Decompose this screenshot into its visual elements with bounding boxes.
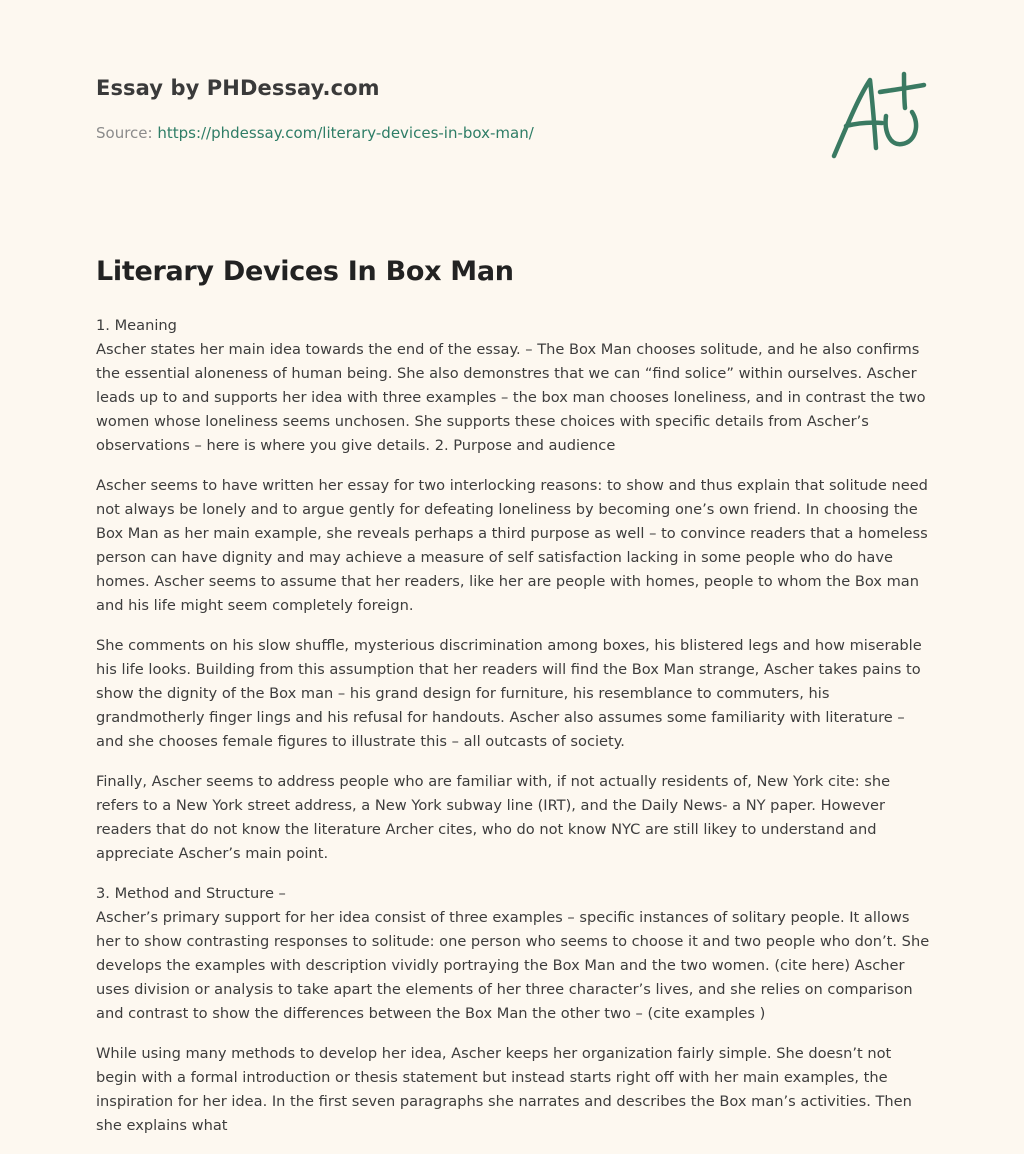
source-link[interactable]: https://phdessay.com/literary-devices-in-box-man/ xyxy=(157,124,534,142)
page-header xyxy=(96,74,928,194)
paragraph-text: Ascher’s primary support for her idea consist of three examples – specific instances of solitary people. It allows her to show contrasting responses to solitude: one person who seems to choose it and two people who don’t. She develops the examples with description vividly portraying the Box Man and the two women. (cite here) Ascher uses division or analysis to take apart the elements of her three character’s lives, and she relies on comparison and contrast to show the differences between the Box Man the other two – (cite examples ) xyxy=(96,909,930,1022)
a-plus-logo-icon xyxy=(824,68,928,164)
article-body xyxy=(96,314,932,1154)
paragraph-2 xyxy=(96,474,932,618)
site-title: Essay by PHDessay.com xyxy=(96,76,380,100)
section-heading-method: 3. Method and Structure – xyxy=(96,885,286,902)
paragraph-3 xyxy=(96,634,932,754)
paragraph-4 xyxy=(96,770,932,866)
article-title: Literary Devices In Box Man xyxy=(96,256,514,287)
paragraph-5 xyxy=(96,882,932,1026)
paragraph-text: Ascher states her main idea towards the end of the essay. – The Box Man chooses solitude, and he also confirms the essential aloneness of human being. She also demonstres that we can “find solice” within ourselves. Ascher leads up to and supports her idea with three examples – the box man chooses loneliness, and in contrast the two women whose loneliness seems unchosen. She supports these choices with specific details from Ascher’s observations – here is where you give details. 2. Purpose and audience xyxy=(96,341,926,454)
paragraph-text: She comments on his slow shuffle, mysterious discrimination among boxes, his blistered legs and how miserable his life looks. Building from this assumption that her readers will find the Box Man strange, Ascher takes pains to show the dignity of the Box man – his grand design for furniture, his resemblance to commuters, his grandmotherly finger lings and his refusal for handouts. Ascher also assumes some familiarity with literature – and she chooses female figures to illustrate this – all outcasts of society. xyxy=(96,637,922,750)
paragraph-text: Finally, Ascher seems to address people who are familiar with, if not actually residents of, New York cite: she refers to a New York street address, a New York subway line (IRT), and the Daily News- a NY paper. However readers that do not know the literature Archer cites, who do not know NYC are still likey to understand and appreciate Ascher’s main point. xyxy=(96,773,891,862)
paragraph-1 xyxy=(96,314,932,458)
paragraph-text: Ascher seems to have written her essay for two interlocking reasons: to show and thus explain that solitude need not always be lonely and to argue gently for defeating loneliness by becoming one’s own friend. In choosing the Box Man as her main example, she reveals perhaps a third purpose as well – to convince readers that a homeless person can have dignity and may achieve a measure of self satisfaction lacking in some people who do have homes. Ascher seems to assume that her readers, like her are people with homes, people to whom the Box man and his life might seem completely foreign. xyxy=(96,477,928,614)
paragraph-text: While using many methods to develop her idea, Ascher keeps her organization fairly simple. She doesn’t not begin with a formal introduction or thesis statement but instead starts right off with her main examples, the inspiration for her idea. In the first seven paragraphs she narrates and describes the Box man’s activities. Then she explains what xyxy=(96,1045,912,1134)
paragraph-6 xyxy=(96,1042,932,1138)
source-line xyxy=(96,124,534,142)
section-heading-meaning: 1. Meaning xyxy=(96,317,177,334)
source-label: Source: xyxy=(96,124,158,142)
